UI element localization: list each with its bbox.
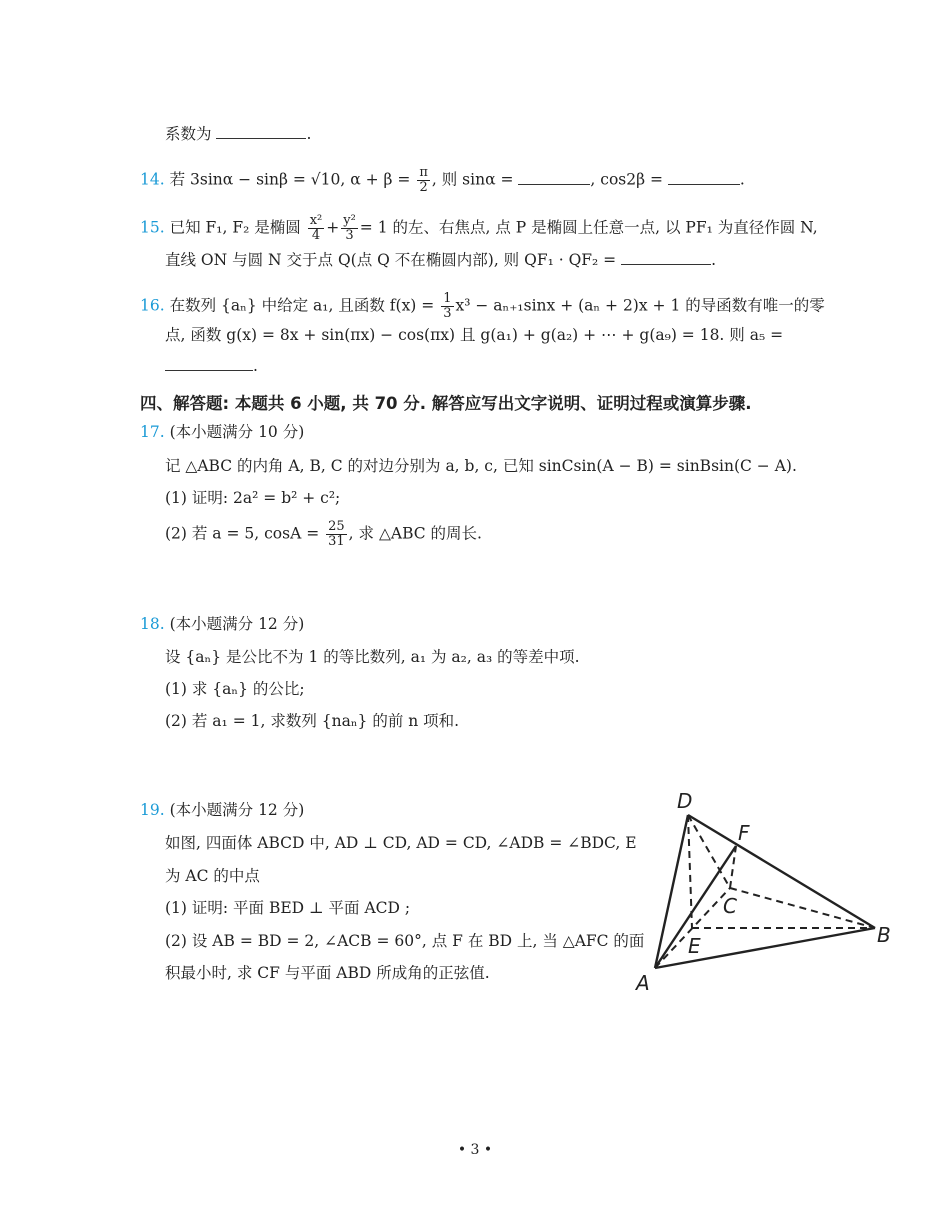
- tetrahedron-figure: [620, 780, 910, 1000]
- question-18-part1: (1) 求 {aₙ} 的公比;: [165, 680, 305, 698]
- question-19-line1: 如图, 四面体 ABCD 中, AD ⊥ CD, AD = CD, ∠ADB = ∠BDC, E: [165, 834, 637, 852]
- fraction: $\frac{\text{y²}}{3}$: [343, 213, 356, 243]
- edge-CB: [730, 888, 875, 928]
- question-18-part2: (2) 若 a₁ = 1, 求数列 {naₙ} 的前 n 项和.: [165, 712, 460, 730]
- question-16: 16. 在数列 {aₙ} 中给定 a₁, 且函数 f(x) = $\frac{1}{3}$ x³ − aₙ₊₁sinx + (aₙ + 2)x + 1 的导函数有唯一的零: [140, 291, 825, 321]
- edge-DE: [688, 815, 692, 928]
- answer-blank[interactable]: [216, 124, 306, 139]
- question-number: 14.: [140, 170, 165, 189]
- label-B: B: [877, 923, 891, 947]
- answer-blank[interactable]: [668, 170, 740, 185]
- page-number: • 3 •: [457, 1142, 493, 1158]
- fraction: $\frac{\pi}{2}$: [419, 165, 428, 195]
- answer-blank[interactable]: [165, 356, 253, 371]
- question-19-part2: (2) 设 AB = BD = 2, ∠ACB = 60°, 点 F 在 BD 上, 当 △AFC 的面: [165, 932, 645, 950]
- question-18-line1: 设 {aₙ} 是公比不为 1 的等比数列, a₁ 为 a₂, a₃ 的等差中项.: [165, 648, 580, 666]
- question-17-header: 17. (本小题满分 10 分): [140, 423, 305, 441]
- edge-DC: [688, 815, 730, 888]
- question-18-header: 18. (本小题满分 12 分): [140, 615, 305, 633]
- section-heading: 四、解答题: 本题共 6 小题, 共 70 分. 解答应写出文字说明、证明过程或演算步骤.: [140, 394, 752, 413]
- question-16-line2: 点, 函数 g(x) = 8x + sin(πx) − cos(πx) 且 g(a₁) + g(a₂) + ⋯ + g(a₉) = 18. 则 a₅ =: [165, 326, 784, 344]
- question-15: 15. 已知 F₁, F₂ 是椭圆 $\frac{\text{x²}}{4}$ + $\frac{\text{y²}}{3}$ = 1 的左、右焦点, 点 P 是椭圆上任意一点, 以 PF₁ 为直径作圆 N,: [140, 213, 818, 243]
- question-16-line3: .: [165, 356, 258, 376]
- question-number: 18.: [140, 615, 165, 633]
- question-17-line1: 记 △ABC 的内角 A, B, C 的对边分别为 a, b, c, 已知 sinCsin(A − B) = sinBsin(C − A).: [165, 457, 797, 475]
- question-number: 16.: [140, 296, 165, 315]
- fraction: $\frac{25}{31}$: [328, 519, 345, 549]
- label-F: F: [738, 821, 750, 845]
- question-17-part2: (2) 若 a = 5, cosA = $\frac{25}{31}$ , 求 △ABC 的周长.: [165, 519, 482, 549]
- q13-tail: 系数为 .: [165, 125, 312, 143]
- question-19-line2: 为 AC 的中点: [165, 867, 260, 885]
- question-19-part1: (1) 证明: 平面 BED ⊥ 平面 ACD ;: [165, 899, 411, 917]
- label-E: E: [688, 934, 701, 958]
- edge-DB: [688, 815, 875, 928]
- label-D: D: [677, 789, 693, 813]
- fraction: $\frac{1}{3}$: [443, 291, 452, 321]
- answer-blank[interactable]: [518, 170, 590, 185]
- label-C: C: [723, 894, 737, 918]
- answer-blank[interactable]: [621, 250, 711, 265]
- question-number: 17.: [140, 423, 165, 441]
- question-15-line2: 直线 ON 与圆 N 交于点 Q(点 Q 不在椭圆内部), 则 QF₁ · QF₂ = .: [165, 251, 717, 269]
- label-A: A: [636, 971, 650, 995]
- question-14: 14. 若 3sinα − sinβ = √10, α + β = $\frac{\pi}{2}$ , 则 sinα = , cos2β = .: [140, 165, 745, 195]
- fraction: $\frac{\text{x²}}{4}$: [309, 213, 323, 243]
- question-number: 15.: [140, 218, 165, 237]
- question-number: 19.: [140, 801, 165, 819]
- question-17-part1: (1) 证明: 2a² = b² + c²;: [165, 489, 341, 507]
- question-19-line5: 积最小时, 求 CF 与平面 ABD 所成角的正弦值.: [165, 964, 490, 982]
- question-19-header: 19. (本小题满分 12 分): [140, 801, 305, 819]
